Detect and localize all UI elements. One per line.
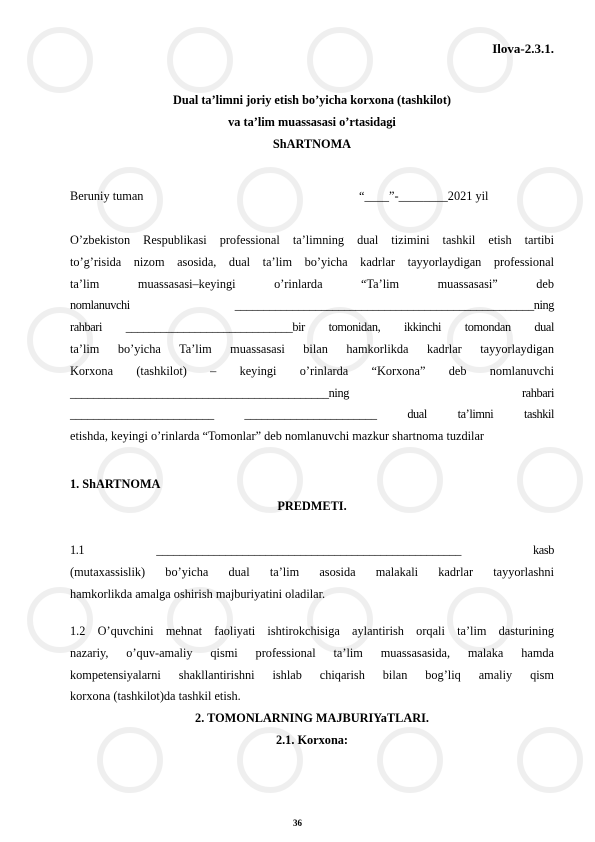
title-line-2: va ta’lim muassasasi o’rtasidagi [228, 114, 396, 129]
intro-paragraph [70, 230, 554, 448]
intro-line: to’g’risida nizom asosida, dual ta’lim bo’yicha kadrlar tayyorlaydigan professional [70, 254, 554, 269]
appendix-label: Ilova-2.3.1. [492, 41, 554, 56]
page-number: 36 [293, 818, 302, 828]
clause-line: 1.1 _____________________________________________________ kasb [70, 543, 554, 557]
place-date-row [70, 186, 554, 208]
section-2-subtitle: 2.1. Korxona: [275, 732, 349, 747]
section-1-title: 1. ShARTNOMA [70, 477, 161, 491]
date-text: “____”-________2021 yil [359, 189, 489, 203]
clause-line: (mutaxassislik) bo’yicha dual ta’lim asosida malakali kadrlar tayyorlashni [70, 564, 554, 579]
clause-line: hamkorlikda amalga oshirish majburiyatini oladilar. [70, 586, 326, 601]
clause-1-2 [70, 621, 554, 708]
intro-line: Korxona (tashkilot) – keyingi o’rinlarda “Korxona” deb nomlanuvchi [70, 363, 554, 378]
intro-line: ta’lim bo’yicha Ta’lim muassasasi bilan hamkorlikda kadrlar tayyorlaydigan [70, 341, 554, 356]
place-text: Beruniy tuman [70, 189, 144, 203]
intro-line: O’zbekiston Respublikasi professional ta’limning dual tizimini tashkil etish tartibi [70, 233, 554, 247]
intro-line: _________________________ _______________________ dual ta’limni tashkil [70, 407, 554, 422]
clause-line: nazariy, o’quv-amaliy qismi professional ta’lim muassasasida, malaka hamda [70, 645, 554, 660]
intro-line: _____________________________________________ning rahbari [70, 385, 554, 400]
title-line-3: ShARTNOMA [272, 136, 352, 151]
intro-line: nomlanuvchi ____________________________________________________ning [70, 298, 554, 313]
intro-line: rahbari _____________________________bir tomonidan, ikkinchi tomondan dual [70, 320, 554, 335]
intro-line: etishda, keyingi o’rinlarda “Tomonlar” deb nomlanuvchi mazkur shartnoma tuzdilar [70, 429, 485, 444]
section-2-title: 2. TOMONLARNING MAJBURIYaTLARI. [195, 711, 429, 725]
intro-line: ta’lim muassasasi–keyingi o’rinlarda “Ta’lim muassasasi” deb [70, 276, 554, 291]
title-line-1: Dual ta’limni joriy etish bo’yicha korxona (tashkilot) [172, 93, 452, 107]
clause-line: korxona (tashkilot)da tashkil etish. [70, 689, 241, 704]
section-1-subtitle: PREDMETI. [277, 498, 347, 513]
clause-line: 1.2 O’quvchini mehnat faoliyati ishtirokchisiga aylantirish orqali ta’lim dasturining [70, 624, 554, 638]
clause-line: kompetensiyalarni shakllantirishni ishlab chiqarish bilan bog’liq amaliy qism [70, 667, 554, 682]
document-title [70, 90, 554, 155]
clause-1-1 [70, 540, 554, 605]
section-2-heading [70, 708, 554, 752]
section-1-heading [70, 474, 554, 518]
